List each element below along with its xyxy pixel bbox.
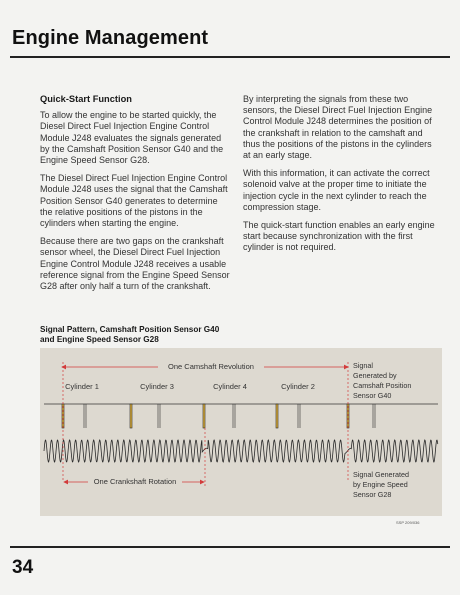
paragraph: The Diesel Direct Fuel Injection Engine Control Module J248 uses the signal that the Camshaft Position Sensor G40 generates to determine the relative positions of the pistons in the cylinders when starting the engine. — [40, 173, 228, 229]
paragraph: Because there are two gaps on the crankshaft sensor wheel, the Diesel Direct Fuel Injection Engine Control Module J248 receives a usable reference signal from the Engine Speed Sensor G28 after only half a turn of the crankshaft. — [40, 236, 230, 292]
cylinder-label: Cylinder 1 — [65, 382, 99, 391]
figure-caption-line: Signal Pattern, Camshaft Position Sensor G40 — [40, 325, 220, 334]
camshaft-revolution-label: One Camshaft Revolution — [168, 362, 254, 371]
figure-code: SSP 209/036 — [396, 520, 420, 525]
g28-signal-waveform — [44, 440, 438, 462]
g28-signal-label: Signal Generated by Engine Speed Sensor G28 — [353, 470, 409, 499]
text-column-right — [243, 94, 441, 261]
page-rule — [10, 546, 450, 548]
crankshaft-rotation-label: One Crankshaft Rotation — [93, 477, 177, 486]
paragraph: To allow the engine to be started quickly, the Diesel Direct Fuel Injection Engine Control Module J248 evaluates the signals generated by the Camshaft Position Sensor G40 and the Engine Speed Sensor G28. — [40, 110, 224, 166]
signal-diagram — [40, 348, 442, 516]
g40-pulses — [62, 404, 375, 428]
cylinder-label: Cylinder 2 — [281, 382, 315, 391]
signal-diagram-svg — [40, 348, 442, 516]
title-rule — [10, 56, 450, 58]
cylinder-label: Cylinder 4 — [213, 382, 247, 391]
figure-caption — [40, 325, 370, 345]
paragraph: With this information, it can activate the correct solenoid valve at the proper time to initiate the injection cycle in the next cylinder to reach the compression stage. — [243, 168, 430, 212]
paragraph: By interpreting the signals from these two sensors, the Diesel Direct Fuel Injection Engine Control Module J248 determines the position of the crankshaft in relation to the camshaft and thus the positions of the pistons in the cylinders at an early stage. — [243, 94, 433, 161]
timing-markers — [63, 362, 348, 488]
text-column-left — [40, 94, 230, 299]
cylinder-label: Cylinder 3 — [140, 382, 174, 391]
section-heading: Quick-Start Function — [40, 94, 132, 104]
page-title: Engine Management — [12, 27, 209, 49]
page-number: 34 — [12, 557, 34, 578]
g40-signal-label: Signal Generated by Camshaft Position Sensor G40 — [353, 361, 412, 400]
figure-caption-line: and Engine Speed Sensor G28 — [40, 335, 159, 344]
paragraph: The quick-start function enables an early engine start because synchronization with the first cylinder is not required. — [243, 220, 435, 253]
